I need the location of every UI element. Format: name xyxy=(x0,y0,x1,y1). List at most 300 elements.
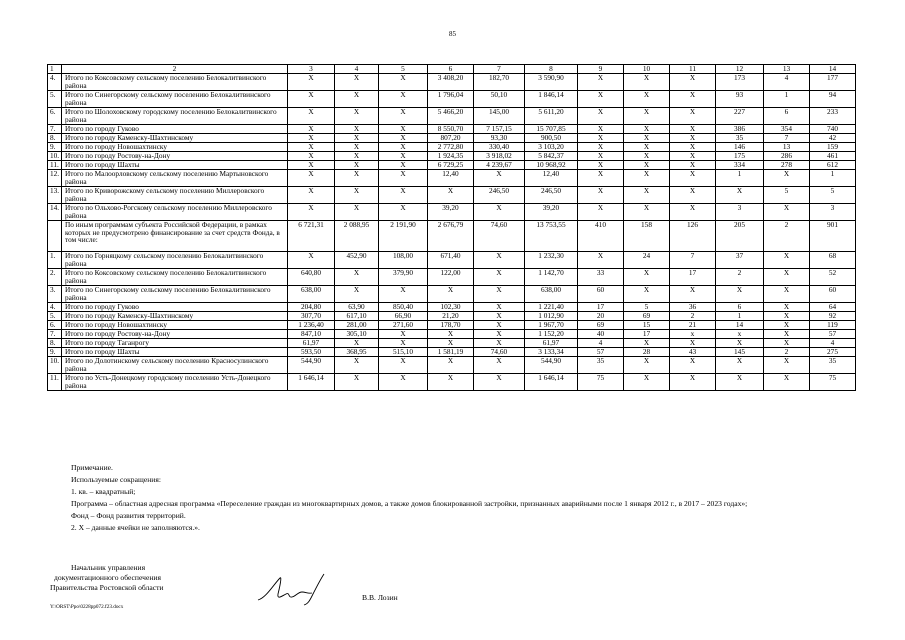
table-cell: X xyxy=(335,133,379,142)
table-cell: 1 924,35 xyxy=(428,151,474,160)
table-cell: X xyxy=(335,338,379,347)
table-cell: X xyxy=(428,186,474,203)
table-row xyxy=(48,329,856,338)
table-row xyxy=(48,124,856,133)
table-cell: 8 550,70 xyxy=(428,124,474,133)
table-cell: 1 646,14 xyxy=(288,373,335,390)
table-cell: 9. xyxy=(48,142,62,151)
table-cell: X xyxy=(474,329,525,338)
table-cell: 102,30 xyxy=(428,302,474,311)
signer-title-2: документационного обеспечения xyxy=(54,573,161,582)
table-cell: 9. xyxy=(48,347,62,356)
table-cell: X xyxy=(670,124,716,133)
table-row xyxy=(48,220,856,251)
table-cell: 13. xyxy=(48,186,62,203)
table-cell: 4 239,67 xyxy=(474,160,525,169)
table-row xyxy=(48,142,856,151)
table-cell: X xyxy=(335,90,379,107)
table-cell: 2. xyxy=(48,268,62,285)
table-cell: X xyxy=(474,356,525,373)
table-cell: 6 721,31 xyxy=(288,220,335,251)
table-cell: 146 xyxy=(716,142,764,151)
table-cell: 37 xyxy=(716,251,764,268)
table-cell: X xyxy=(474,338,525,347)
table-row xyxy=(48,251,856,268)
table-cell: X xyxy=(578,142,624,151)
table-cell: 7 157,15 xyxy=(474,124,525,133)
table-cell: X xyxy=(624,356,670,373)
table-cell: 35 xyxy=(810,356,856,373)
table-cell: 4. xyxy=(48,302,62,311)
table-cell: 1 221,40 xyxy=(525,302,578,311)
table-cell: 15 xyxy=(624,320,670,329)
table-cell: 60 xyxy=(810,285,856,302)
table-cell-name: Итого по городу Каменску-Шахтинскому xyxy=(62,133,288,142)
notes-title: Примечание. xyxy=(71,463,113,472)
table-cell: X xyxy=(428,329,474,338)
table-cell-name: Итого по Синегорскому сельскому поселению Белокалитвинского района xyxy=(62,90,288,107)
table-cell: 178,70 xyxy=(428,320,474,329)
table-cell: 1 796,04 xyxy=(428,90,474,107)
table-cell: 60 xyxy=(578,285,624,302)
table-cell: X xyxy=(428,338,474,347)
table-cell: 379,90 xyxy=(379,268,428,285)
table-cell-name: Итого по городу Новошахтинску xyxy=(62,320,288,329)
table-cell: X xyxy=(288,73,335,90)
signer-title-1: Начальник управления xyxy=(71,563,146,572)
table-cell: 5 842,37 xyxy=(525,151,578,160)
table-cell: 1 846,14 xyxy=(525,90,578,107)
table-cell: X xyxy=(474,311,525,320)
table-cell: 57 xyxy=(810,329,856,338)
table-row xyxy=(48,107,856,124)
table-cell: X xyxy=(288,133,335,142)
table-cell: 11. xyxy=(48,160,62,169)
table-cell: 69 xyxy=(624,311,670,320)
table-cell: 158 xyxy=(624,220,670,251)
table-cell: X xyxy=(379,186,428,203)
table-cell: 24 xyxy=(624,251,670,268)
table-cell: 1 967,70 xyxy=(525,320,578,329)
table-cell: X xyxy=(335,142,379,151)
table-cell: X xyxy=(624,186,670,203)
table-cell-name: Итого по городу Гуково xyxy=(62,124,288,133)
table-cell: X xyxy=(624,107,670,124)
table-cell: X xyxy=(670,151,716,160)
table-cell: 515,10 xyxy=(379,347,428,356)
table-cell: 10. xyxy=(48,151,62,160)
table-cell: 638,00 xyxy=(288,285,335,302)
table-cell: 75 xyxy=(810,373,856,390)
table-cell: X xyxy=(624,133,670,142)
table-row xyxy=(48,203,856,220)
notes-abbr-heading: Используемые сокращения: xyxy=(71,475,161,484)
table-cell: 12,40 xyxy=(525,169,578,186)
table-cell: X xyxy=(474,302,525,311)
table-cell: 6 xyxy=(764,107,810,124)
table-cell: X xyxy=(624,169,670,186)
table-cell: 227 xyxy=(716,107,764,124)
table-cell: X xyxy=(624,268,670,285)
table-cell-name: Итого по городу Таганрогу xyxy=(62,338,288,347)
table-cell-name: Итого по городу Ростову-на-Дону xyxy=(62,151,288,160)
table-cell: 1 142,70 xyxy=(525,268,578,285)
table-cell: 159 xyxy=(810,142,856,151)
table-cell: X xyxy=(288,251,335,268)
table-cell: X xyxy=(764,203,810,220)
table-cell: X xyxy=(474,320,525,329)
table-cell: X xyxy=(764,338,810,347)
table-cell: 275 xyxy=(810,347,856,356)
table-cell: X xyxy=(474,169,525,186)
table-cell: X xyxy=(624,373,670,390)
table-cell: 671,40 xyxy=(428,251,474,268)
table-cell: 39,20 xyxy=(428,203,474,220)
table-cell: 544,90 xyxy=(288,356,335,373)
table-header-cell: 8 xyxy=(525,65,578,74)
table-cell: X xyxy=(578,160,624,169)
table-cell-name: Итого по Криворожскому сельскому поселению Миллеровского района xyxy=(62,186,288,203)
table-cell: 901 xyxy=(810,220,856,251)
table-cell: X xyxy=(624,285,670,302)
table-cell: X xyxy=(474,203,525,220)
table-cell: X xyxy=(764,320,810,329)
table-header-cell: 2 xyxy=(62,65,288,74)
table-row xyxy=(48,169,856,186)
table-cell-name: Итого по городу Шахты xyxy=(62,347,288,356)
table-cell: 4 xyxy=(810,338,856,347)
data-table xyxy=(47,64,856,391)
table-header-cell: 5 xyxy=(379,65,428,74)
table-cell: 740 xyxy=(810,124,856,133)
table-cell: 17 xyxy=(624,329,670,338)
table-cell: X xyxy=(578,151,624,160)
table-cell-name: Итого по Коксовскому сельскому поселению Белокалитвинского района xyxy=(62,268,288,285)
table-cell: X xyxy=(578,251,624,268)
table-cell: X xyxy=(670,73,716,90)
table-cell: X xyxy=(379,338,428,347)
table-cell: 6. xyxy=(48,107,62,124)
table-cell: X xyxy=(379,73,428,90)
table-cell: 544,90 xyxy=(525,356,578,373)
table-cell: X xyxy=(428,373,474,390)
table-cell: 33 xyxy=(578,268,624,285)
table-cell: 2 xyxy=(716,268,764,285)
table-cell: X xyxy=(764,302,810,311)
table-cell: X xyxy=(624,90,670,107)
table-cell: 410 xyxy=(578,220,624,251)
table-cell: 173 xyxy=(716,73,764,90)
table-cell: X xyxy=(670,169,716,186)
table-cell: 3 xyxy=(810,203,856,220)
table-cell: X xyxy=(474,251,525,268)
table-cell: 5. xyxy=(48,311,62,320)
table-cell: 2 xyxy=(764,220,810,251)
table-header-cell: 12 xyxy=(716,65,764,74)
table-cell: 17 xyxy=(578,302,624,311)
table-cell: 75 xyxy=(578,373,624,390)
table-cell: 61,97 xyxy=(288,338,335,347)
table-cell: X xyxy=(624,203,670,220)
table-cell: X xyxy=(670,285,716,302)
table-cell: 35 xyxy=(578,356,624,373)
table-cell: X xyxy=(764,373,810,390)
table-cell: 2 772,80 xyxy=(428,142,474,151)
table-cell: 6 xyxy=(716,302,764,311)
table-cell: 271,60 xyxy=(379,320,428,329)
table-cell: 2 xyxy=(764,347,810,356)
table-cell xyxy=(48,220,62,251)
table-cell: 11. xyxy=(48,373,62,390)
table-cell: 57 xyxy=(578,347,624,356)
table-cell: X xyxy=(335,124,379,133)
table-cell: X xyxy=(670,160,716,169)
table-cell: 334 xyxy=(716,160,764,169)
table-cell: 64 xyxy=(810,302,856,311)
table-cell: 15 707,85 xyxy=(525,124,578,133)
table-cell: 286 xyxy=(764,151,810,160)
table-cell: 617,10 xyxy=(335,311,379,320)
table-cell: 233 xyxy=(810,107,856,124)
table-header-cell: 6 xyxy=(428,65,474,74)
table-cell: 145 xyxy=(716,347,764,356)
table-cell: 35 xyxy=(716,133,764,142)
table-row xyxy=(48,268,856,285)
table-cell: 182,70 xyxy=(474,73,525,90)
table-cell: 807,20 xyxy=(428,133,474,142)
table-cell-name: По иным программам субъекта Российской Федерации, в рамках которых не предусмотрено финансирование за счет средств Фонда, в том числе: xyxy=(62,220,288,251)
table-cell: 74,60 xyxy=(474,220,525,251)
table-cell: 7. xyxy=(48,124,62,133)
table-cell: 330,40 xyxy=(474,142,525,151)
table-cell: 36 xyxy=(670,302,716,311)
notes-line-3: Фонд – Фонд развития территорий. xyxy=(71,511,186,520)
table-cell-name: Итого по Ольхово-Рогскому сельскому поселению Миллеровского района xyxy=(62,203,288,220)
table-cell: 39,20 xyxy=(525,203,578,220)
table-cell: X xyxy=(474,268,525,285)
table-cell: 368,95 xyxy=(335,347,379,356)
table-cell: 354 xyxy=(764,124,810,133)
table-cell: 21,20 xyxy=(428,311,474,320)
table-cell: X xyxy=(716,186,764,203)
table-cell: 278 xyxy=(764,160,810,169)
table-row xyxy=(48,356,856,373)
table-cell: x xyxy=(670,329,716,338)
table-cell: 2 191,90 xyxy=(379,220,428,251)
signer-name: В.В. Лозин xyxy=(362,593,398,602)
table-cell: 175 xyxy=(716,151,764,160)
table-cell: X xyxy=(379,169,428,186)
table-cell: X xyxy=(670,107,716,124)
table-cell: 246,50 xyxy=(474,186,525,203)
table-cell: 5 466,20 xyxy=(428,107,474,124)
table-cell: x xyxy=(716,329,764,338)
table-cell: 7 xyxy=(764,133,810,142)
table-header-cell: 10 xyxy=(624,65,670,74)
table-cell: X xyxy=(764,285,810,302)
table-cell: 305,10 xyxy=(335,329,379,338)
table-row xyxy=(48,186,856,203)
table-cell: 1 012,90 xyxy=(525,311,578,320)
table-cell: 1 152,20 xyxy=(525,329,578,338)
table-cell-name: Итого по городу Ростову-на-Дону xyxy=(62,329,288,338)
table-cell: X xyxy=(764,329,810,338)
table-cell: X xyxy=(335,107,379,124)
table-header-cell: 13 xyxy=(764,65,810,74)
table-cell: 452,90 xyxy=(335,251,379,268)
table-cell: X xyxy=(670,133,716,142)
table-cell: 7 xyxy=(670,251,716,268)
table-cell: X xyxy=(578,107,624,124)
table-cell: X xyxy=(624,338,670,347)
table-cell: 126 xyxy=(670,220,716,251)
notes-line-4: 2. Х – данные ячейки не заполняются.». xyxy=(71,523,200,532)
table-row xyxy=(48,302,856,311)
table-cell: 1 xyxy=(716,311,764,320)
table-cell: X xyxy=(379,329,428,338)
table-cell: X xyxy=(379,107,428,124)
table-cell: 3. xyxy=(48,285,62,302)
table-cell: X xyxy=(288,169,335,186)
table-cell-name: Итого по Горняцкому сельскому поселению Белокалитвинского района xyxy=(62,251,288,268)
table-cell: 66,90 xyxy=(379,311,428,320)
table-cell: 3 918,02 xyxy=(474,151,525,160)
table-cell-name: Итого по городу Каменску-Шахтинскому xyxy=(62,311,288,320)
signer-title-3: Правительства Ростовской области xyxy=(50,583,164,592)
table-cell: 14. xyxy=(48,203,62,220)
table-header-cell: 4 xyxy=(335,65,379,74)
table-cell: X xyxy=(335,186,379,203)
table-cell: 1 232,30 xyxy=(525,251,578,268)
table-row xyxy=(48,338,856,347)
table-header-cell: 14 xyxy=(810,65,856,74)
table-row xyxy=(48,151,856,160)
table-cell: 42 xyxy=(810,133,856,142)
table-cell: 612 xyxy=(810,160,856,169)
table-cell: 850,40 xyxy=(379,302,428,311)
table-cell: X xyxy=(764,251,810,268)
table-cell-name: Итого по Синегорскому сельскому поселению Белокалитвинского района xyxy=(62,285,288,302)
table-cell: 52 xyxy=(810,268,856,285)
notes-line-1: 1. кв. – квадратный; xyxy=(71,487,136,496)
table-cell: 1 xyxy=(716,169,764,186)
table-cell: X xyxy=(624,73,670,90)
table-row xyxy=(48,133,856,142)
table-cell: X xyxy=(716,338,764,347)
table-cell: 2 xyxy=(670,311,716,320)
table-row xyxy=(48,320,856,329)
table-cell-name: Итого по городу Шахты xyxy=(62,160,288,169)
table-cell: X xyxy=(428,285,474,302)
table-cell: 4 xyxy=(578,338,624,347)
table-cell: 63,90 xyxy=(335,302,379,311)
table-cell: 14 xyxy=(716,320,764,329)
file-path: Y:\ORST\Ppo\0228pp072.f23.docx xyxy=(50,604,124,610)
table-cell: 2 088,95 xyxy=(335,220,379,251)
table-cell: X xyxy=(670,338,716,347)
table-cell: X xyxy=(716,373,764,390)
table-cell: 68 xyxy=(810,251,856,268)
table-cell: X xyxy=(670,186,716,203)
table-cell: X xyxy=(379,373,428,390)
table-cell: 847,10 xyxy=(288,329,335,338)
table-cell: 10. xyxy=(48,356,62,373)
table-cell: 900,50 xyxy=(525,133,578,142)
table-cell: X xyxy=(379,124,428,133)
table-header-cell: 3 xyxy=(288,65,335,74)
table-cell: X xyxy=(624,160,670,169)
table-cell: 21 xyxy=(670,320,716,329)
table-header-cell: 1 xyxy=(48,65,62,74)
table-cell: X xyxy=(764,268,810,285)
table-cell: X xyxy=(335,169,379,186)
table-cell: X xyxy=(716,285,764,302)
table-cell: 12. xyxy=(48,169,62,186)
table-cell: 93,30 xyxy=(474,133,525,142)
table-cell: 50,10 xyxy=(474,90,525,107)
table-cell: 281,00 xyxy=(335,320,379,329)
table-cell: 3 133,34 xyxy=(525,347,578,356)
table-cell: X xyxy=(624,142,670,151)
table-cell: 1 xyxy=(810,169,856,186)
table-cell: X xyxy=(578,203,624,220)
table-cell: 638,00 xyxy=(525,285,578,302)
table-cell: 1 236,40 xyxy=(288,320,335,329)
table-header-row xyxy=(48,65,856,74)
table-cell: X xyxy=(379,151,428,160)
table-cell: 5 611,20 xyxy=(525,107,578,124)
table-cell: X xyxy=(288,90,335,107)
table-header-cell: 7 xyxy=(474,65,525,74)
table-cell: X xyxy=(335,285,379,302)
table-cell: X xyxy=(379,285,428,302)
table-cell: 2 676,79 xyxy=(428,220,474,251)
table-cell: 1. xyxy=(48,251,62,268)
table-cell: 40 xyxy=(578,329,624,338)
table-cell: 461 xyxy=(810,151,856,160)
table-cell: 5 xyxy=(624,302,670,311)
table-cell: X xyxy=(288,151,335,160)
table-cell: 93 xyxy=(716,90,764,107)
table-cell: 122,00 xyxy=(428,268,474,285)
table-cell: X xyxy=(379,90,428,107)
handwritten-signature xyxy=(236,570,336,610)
table-cell: X xyxy=(379,203,428,220)
table-header-cell: 9 xyxy=(578,65,624,74)
table-cell: X xyxy=(670,90,716,107)
table-cell: 69 xyxy=(578,320,624,329)
table-cell: 10 968,92 xyxy=(525,160,578,169)
table-cell: 119 xyxy=(810,320,856,329)
table-cell-name: Итого по Долотинскому сельскому поселению Красносулинского района xyxy=(62,356,288,373)
table-cell-name: Итого по Шолоховскому городскому поселению Белокалитвинского района xyxy=(62,107,288,124)
table-cell: X xyxy=(288,160,335,169)
table-cell: 43 xyxy=(670,347,716,356)
table-cell: 5 xyxy=(764,186,810,203)
table-cell: X xyxy=(379,142,428,151)
table-cell: 74,60 xyxy=(474,347,525,356)
table-cell: X xyxy=(288,186,335,203)
table-cell: X xyxy=(288,124,335,133)
table-cell: 7. xyxy=(48,329,62,338)
table-cell: 108,00 xyxy=(379,251,428,268)
table-cell: 8. xyxy=(48,133,62,142)
table-cell: X xyxy=(578,169,624,186)
table-cell: 145,00 xyxy=(474,107,525,124)
table-cell: 61,97 xyxy=(525,338,578,347)
table-cell: 3 590,90 xyxy=(525,73,578,90)
table-cell: 246,50 xyxy=(525,186,578,203)
